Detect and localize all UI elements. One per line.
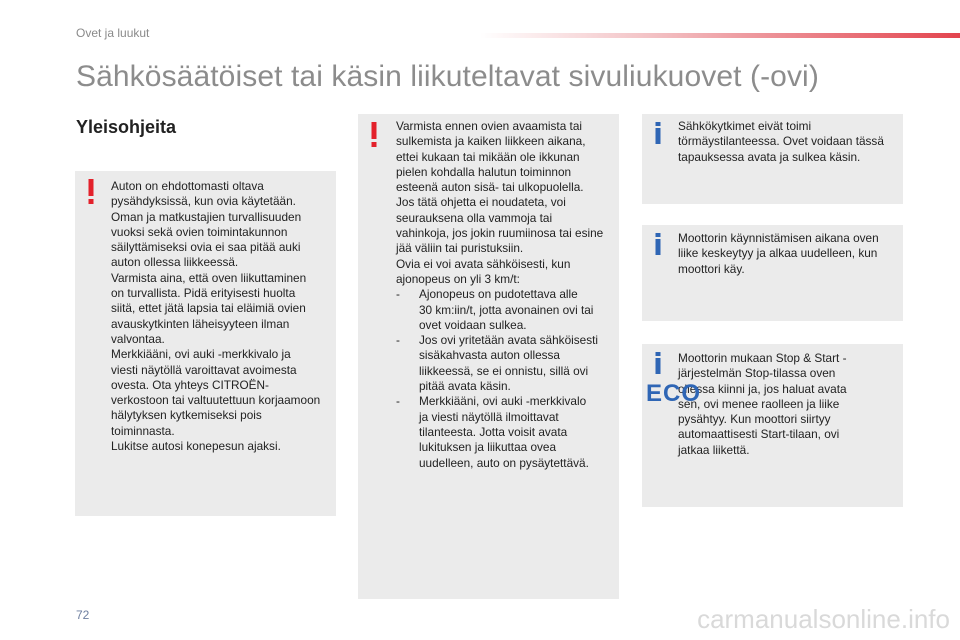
text-line: avauskytkinten läheisyyteen ilman xyxy=(111,316,290,331)
warning-box-middle xyxy=(358,114,619,599)
text-line: törmäystilanteessa. Ovet voidaan tässä xyxy=(678,134,884,149)
text-line: - Jos ovi yritetään avata sähköisesti xyxy=(419,333,599,348)
text-line: Oman ja matkustajien turvallisuuden xyxy=(111,209,302,224)
info-text-2 xyxy=(678,231,900,277)
text-line: ovet voidaan sulkea. xyxy=(419,317,527,332)
text-line: liike keskeytyy ja alkaa uudelleen, kun xyxy=(678,246,878,261)
text-line: moottori käy. xyxy=(678,261,745,276)
text-line: liikkeessä, se ei onnistu, sillä ovi xyxy=(419,363,589,378)
warning-text-middle xyxy=(396,119,618,471)
text-line: tilanteesta. Jotta voisit avata xyxy=(419,424,568,439)
text-line: on turvallista. Pidä erityisesti huolta xyxy=(111,286,296,301)
text-line: ettei kukaan tai mikään ole ikkunan xyxy=(396,149,580,164)
info-icon xyxy=(654,233,662,255)
eco-icon: ECO xyxy=(646,380,702,407)
text-line: jää väliin tai puristuksiin. xyxy=(396,241,524,256)
list-item xyxy=(396,287,618,333)
text-line: Sähkökytkimet eivät toimi xyxy=(678,119,812,133)
info-icon xyxy=(654,122,662,144)
info-text-1 xyxy=(678,119,900,165)
text-line: ajonopeus on yli 3 km/t: xyxy=(396,271,520,286)
list-item xyxy=(396,333,618,394)
text-line: Auton on ehdottomasti oltava xyxy=(111,179,264,193)
text-line: vahinkoja, jos jokin ruumiinosa tai esine xyxy=(396,226,604,241)
text-line: ja viesti näytöllä ilmoittavat xyxy=(419,409,559,424)
text-line: pitää avata käsin. xyxy=(419,379,511,394)
text-line: Merkkiääni, ovi auki -merkkivalo ja xyxy=(111,347,291,362)
text-line: seurauksena olla vammoja tai xyxy=(396,210,553,225)
text-line: Varmista ennen ovien avaamista tai xyxy=(396,119,583,133)
text-line: Moottorin mukaan Stop & Start - xyxy=(678,351,847,365)
header-accent-rule xyxy=(480,33,960,38)
info-box-3 xyxy=(642,344,903,507)
text-line: ovesta. Ota yhteys CITROËN- xyxy=(111,377,269,392)
subheading: Yleisohjeita xyxy=(76,117,177,137)
info-text-3 xyxy=(678,351,900,458)
text-line: - Ajonopeus on pudotettava alle xyxy=(419,287,578,302)
text-line: - Merkkiääni, ovi auki -merkkivalo xyxy=(419,394,587,409)
text-line: viesti näytöllä varoittavat avoimesta xyxy=(111,362,297,377)
text-line: sulkemista ja kaiken liikkeen aikana, xyxy=(396,134,586,149)
text-line: tapauksessa avata ja sulkea käsin. xyxy=(678,149,861,164)
info-icon xyxy=(654,352,662,374)
info-box-1 xyxy=(642,114,903,204)
watermark: carmanualsonline.info xyxy=(697,604,950,634)
page-number: 72 xyxy=(76,608,90,622)
text-line: pysähtyy. Kun moottori siirtyy xyxy=(678,412,831,427)
text-line: lukituksen ja liikuttaa ovea xyxy=(419,440,557,455)
text-line: Lukitse autosi konepesun ajaksi. xyxy=(111,439,281,454)
text-line: Moottorin käynnistämisen aikana oven xyxy=(678,231,879,245)
text-line: toiminnasta. xyxy=(111,423,175,438)
warning-icon xyxy=(370,122,378,148)
text-line: ollessa kiinni ja, jos haluat avata xyxy=(678,381,847,396)
text-line: Jos tätä ohjetta ei noudateta, voi xyxy=(396,195,566,210)
text-line: valvontaa. xyxy=(111,331,165,346)
text-line: jatkaa liikettä. xyxy=(678,442,750,457)
warning-icon xyxy=(87,179,95,205)
text-line: 30 km:iin/t, jotta avonainen ovi tai xyxy=(419,302,594,317)
text-line: verkostoon tai valtuutettuun korjaamoon xyxy=(111,393,321,408)
list-item xyxy=(396,394,618,470)
text-line: automaattisesti Start-tilaan, ovi xyxy=(678,427,840,442)
text-line: uudelleen, auto on pysäytettävä. xyxy=(419,455,589,470)
text-line: esteenä auton sisä- tai ulkopuolella. xyxy=(396,180,584,195)
section-label: Ovet ja luukut xyxy=(76,26,150,40)
page-title: Sähkösäätöiset tai käsin liikuteltavat sivuliukuovet (-ovi) xyxy=(76,60,819,93)
text-line: Ovia ei voi avata sähköisesti, kun xyxy=(396,256,571,271)
text-line: sisäkahvasta auton ollessa xyxy=(419,348,560,363)
text-line: pysähdyksissä, kun ovia käytetään. xyxy=(111,194,296,209)
warning-text-left xyxy=(111,179,333,454)
text-line: auton ollessa liikkeessä. xyxy=(111,255,239,270)
text-line: sen, ovi menee raolleen ja liike xyxy=(678,396,840,411)
text-line: Varmista aina, että oven liikuttaminen xyxy=(111,270,307,285)
text-line: vuoksi sekä ovien toimintakunnon xyxy=(111,224,288,239)
text-line: järjestelmän Stop-tilassa oven xyxy=(678,366,836,381)
info-box-2 xyxy=(642,225,903,321)
text-line: hälytyksen kytkemiseksi pois xyxy=(111,408,262,423)
text-line: siitä, ettet jätä lapsia tai eläimiä ovien xyxy=(111,301,306,316)
text-line: säilyttämiseksi ovia ei saa pitää auki xyxy=(111,240,301,255)
warning-box-left xyxy=(75,171,336,516)
text-line: pielen kohdalla halutun toiminnon xyxy=(396,164,572,179)
